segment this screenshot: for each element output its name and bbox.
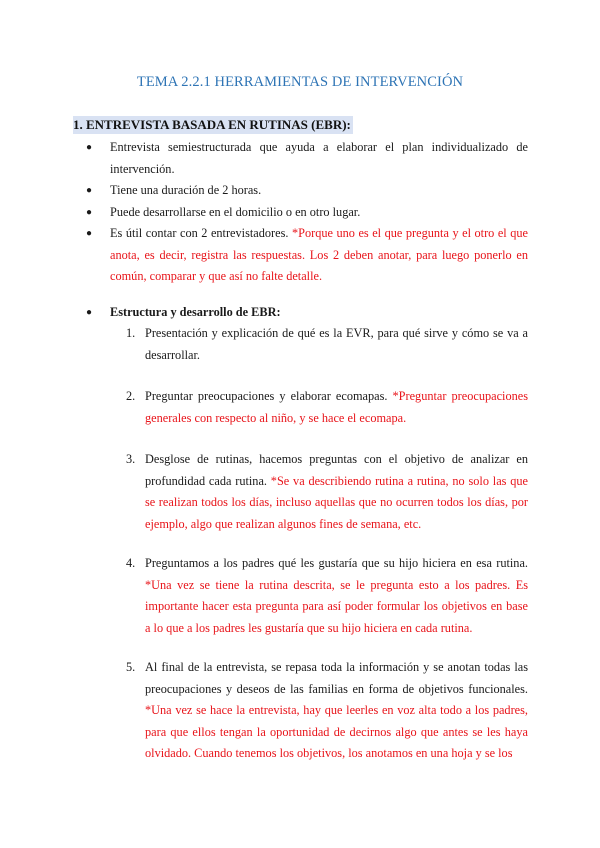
step-note: *Preguntar preocupaciones generales con respecto al niño, y se hace el ecomapa. (145, 389, 528, 425)
document-title: TEMA 2.2.1 HERRAMIENTAS DE INTERVENCIÓN (136, 74, 464, 90)
step-number: 1. (126, 326, 136, 340)
step-text: Al final de la entrevista, se repasa toda la información y se anotan todas las preocupaciones y deseos de las familias en forma de objetivos funcionales. (145, 660, 528, 696)
bullet-icon: ● (86, 142, 93, 153)
bullet-icon: ● (86, 228, 93, 239)
list-item (118, 449, 528, 535)
ebr-bullet-list (73, 137, 528, 288)
list-item (118, 553, 528, 639)
structure-step (118, 323, 528, 366)
bullet-icon: ● (86, 307, 93, 318)
step-text: Desglose de rutinas, hacemos preguntas con el objetivo de analizar en profundidad cada rutina. (145, 452, 528, 488)
step-note: *Una vez se hace la entrevista, hay que leerles en voz alta todo a los padres, para que ellos tengan la oportunidad de decirnos algo que antes se les haya olvidado. Cuando tenemos los objetivos, los anotamos en una hoja y se los (145, 703, 528, 760)
section-heading: 1. ENTREVISTA BASADA EN RUTINAS (EBR): (73, 117, 351, 132)
step-note: *Se va describiendo rutina a rutina, no solo las que se realizan todos los días, incluso aquellas que no ocurren todos los días, por ejemplo, algo que realizan algunos fines de semana, etc. (145, 473, 528, 531)
bullet-icon: ● (86, 206, 93, 218)
list-item (73, 202, 528, 224)
bullet-text: Puede desarrollarse en el domicilio o en otro lugar. (110, 204, 361, 219)
step-note: *Una vez se tiene la rutina descrita, se le pregunta esto a los padres. Es importante hacer esta pregunta para así poder formular los objetivos en base a lo que a los padres les gustaría que su hijo hiciera en cada rutina. (145, 577, 528, 635)
step-number: 2. (126, 389, 136, 403)
list-item (73, 180, 528, 202)
structure-heading: Estructura y desarrollo de EBR: (110, 305, 281, 319)
step-text: Presentación y explicación de qué es la EVR, para qué sirve y cómo se va a desarrollar. (145, 326, 528, 362)
bullet-text: Tiene una duración de 2 horas. (110, 183, 262, 197)
structure-step (118, 553, 528, 639)
structure-step (118, 449, 528, 535)
list-item (73, 137, 528, 180)
structure-heading-list (73, 302, 528, 324)
bullet-text: Entrevista semiestructurada que ayuda a elaborar el plan individualizado de intervención. (110, 140, 528, 176)
structure-step (118, 657, 528, 765)
step-number: 3. (126, 452, 136, 466)
list-item (73, 302, 528, 324)
bullet-icon: ● (86, 185, 93, 196)
list-item (118, 386, 528, 429)
list-item (118, 323, 528, 366)
list-item (73, 223, 528, 288)
list-item (118, 657, 528, 765)
step-number: 4. (126, 556, 136, 570)
step-text: Preguntamos a los padres qué les gustaría que su hijo hiciera en esa rutina. (145, 556, 528, 570)
step-number: 5. (126, 660, 136, 674)
step-text: Preguntar preocupaciones y elaborar ecomapas. (145, 389, 393, 403)
bullet-text: Es útil contar con 2 entrevistadores. (110, 226, 292, 240)
structure-step (118, 386, 528, 429)
bullet-note: *Porque uno es el que pregunta y el otro el que anota, es decir, registra las respuestas. Los 2 deben anotar, para luego ponerlo en común, comparar y que así no falte detalle. (110, 226, 529, 283)
